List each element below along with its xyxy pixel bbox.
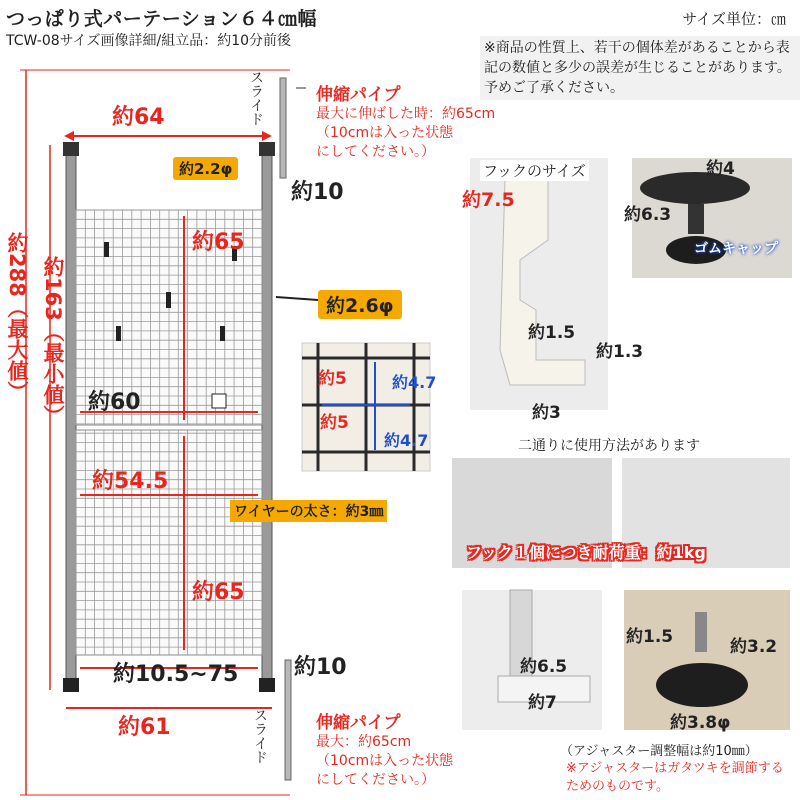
cap-top: 約4 xyxy=(706,159,735,179)
load-label: フック１個につき耐荷重：約1kg xyxy=(466,543,706,562)
adjuster-range: （アジャスター調整幅は約10㎜） xyxy=(560,744,758,759)
foot-w2: 約7 xyxy=(528,693,557,713)
right-pole xyxy=(262,150,272,680)
mesh-hook xyxy=(220,326,225,341)
bottom-pipe-line3: にしてください。） xyxy=(316,772,435,788)
height-max-label: 約288（最大値） xyxy=(5,232,29,402)
notice-box: ※商品の性質上、若干の個体差があることから表記の数値と多少の誤差が生じることがあります。予めご了承ください。 xyxy=(480,36,800,100)
mesh-gap-h: 約5 xyxy=(320,413,349,433)
mesh-width-label: 約54.5 xyxy=(92,469,169,494)
adjuster-h1: 約1.5 xyxy=(626,627,674,647)
top-pipe-line3: にしてください。） xyxy=(316,144,435,160)
bottom-gap-label: 約10 xyxy=(294,655,347,680)
wire-thickness-label: ワイヤーの太さ：約3㎜ xyxy=(230,500,387,522)
adjust-range-label: 約10.5~75 xyxy=(113,662,239,687)
left-top-cap xyxy=(63,142,79,156)
width-top-label: 約64 xyxy=(112,105,165,130)
right-foot xyxy=(259,678,275,692)
bottom-slide-pipe xyxy=(285,660,291,780)
hook-title: フックのサイズ xyxy=(480,160,589,181)
hook-depth: 約1.3 xyxy=(596,342,644,362)
height-min-label: 約163（最小値） xyxy=(41,256,65,426)
mesh-blue-2: 約4.7 xyxy=(384,431,429,450)
mesh-hook xyxy=(104,242,109,257)
bottom-slide-label: スライド xyxy=(252,708,268,764)
hook-bottom: 約3 xyxy=(532,403,561,423)
mesh-blue-1: 約4.7 xyxy=(392,373,437,392)
adjuster-dia: 約3.8φ xyxy=(670,713,731,733)
square-marker xyxy=(212,394,226,408)
usage-caption: 二通りに使用方法があります xyxy=(518,438,700,454)
page-subtitle: TCW-08サイズ画像詳細/組立品：約10分前後 xyxy=(6,33,292,49)
inner-width-label: 約60 xyxy=(88,390,141,415)
mesh-hook xyxy=(166,292,171,308)
bottom-pipe-info xyxy=(316,708,453,790)
side-pipe-dia-label: 約2.6φ xyxy=(318,290,402,319)
side-pipe-pointer xyxy=(276,297,318,300)
top-pipe-title: 伸縮パイプ xyxy=(316,85,401,105)
page-title: つっぱり式パーテーション６４㎝幅 xyxy=(6,8,318,30)
top-slide-label: スライド xyxy=(248,70,264,126)
top-slide-pipe xyxy=(280,78,286,178)
hook-inner: 約1.5 xyxy=(528,323,576,343)
foot-width-label: 約61 xyxy=(118,715,171,740)
bottom-pipe-title: 伸縮パイプ xyxy=(316,713,401,733)
cap-side: 約6.3 xyxy=(624,205,672,225)
hook-height: 約7.5 xyxy=(462,189,515,211)
right-top-cap xyxy=(259,142,275,156)
bottom-pipe-line1: 最大：約65cm xyxy=(316,734,412,750)
left-foot xyxy=(63,678,79,692)
top-pipe-line2: （10cmは入った状態 xyxy=(316,125,454,141)
lower-height-label: 約65 xyxy=(192,580,245,605)
rubber-cap-label: ゴムキャップ xyxy=(694,241,778,257)
adjuster-h2: 約3.2 xyxy=(730,637,778,657)
foot-w1: 約6.5 xyxy=(520,657,568,677)
mesh-hook xyxy=(116,326,121,341)
top-pipe-info xyxy=(316,80,495,162)
unit-label: サイズ単位：㎝ xyxy=(682,10,786,28)
upper-height-label: 約65 xyxy=(192,230,245,255)
top-pipe-dia-label: 約2.2φ xyxy=(173,157,238,180)
top-gap-label: 約10 xyxy=(291,180,344,205)
bottom-pipe-line2: （10cmは入った状態 xyxy=(316,753,454,769)
adjuster-note: ※アジャスターはガタツキを調節するためのものです。 xyxy=(566,761,784,794)
mesh-gap-v: 約5 xyxy=(318,369,347,389)
top-pipe-line1: 最大に伸ばした時：約65cm xyxy=(316,106,496,122)
